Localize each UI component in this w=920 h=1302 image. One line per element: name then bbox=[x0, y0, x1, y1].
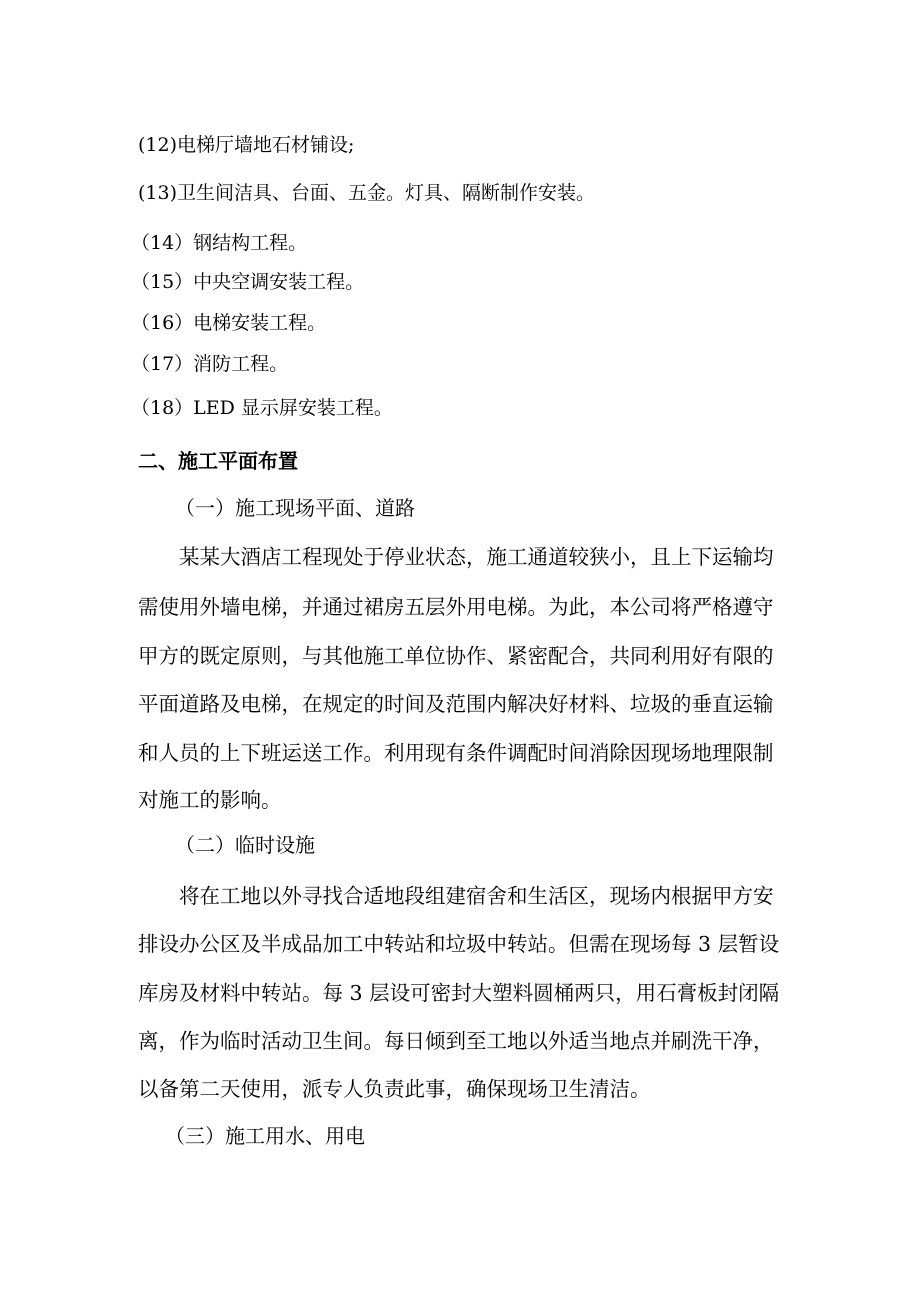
section-heading: 二、施工平面布置 bbox=[138, 449, 298, 473]
paragraph-1-line-6: 对施工的影响。 bbox=[138, 788, 282, 812]
paragraph-1-line-5: 和人员的上下班运送工作。利用现有条件调配时间消除因现场地理限制 bbox=[138, 741, 774, 765]
paragraph-2-line-3: 库房及材料中转站。每 3 层设可密封大塑料圆桶两只，用石膏板封闭隔 bbox=[138, 981, 780, 1005]
list-item-13: (13)卫生间洁具、台面、五金。灯具、隔断制作安装。 bbox=[138, 182, 596, 204]
list-item-14: （14）钢结构工程。 bbox=[131, 232, 308, 254]
list-item-15: （15）中央空调安装工程。 bbox=[131, 271, 365, 293]
list-item-18: （18）LED 显示屏安装工程。 bbox=[131, 397, 393, 419]
subsection-title-1: （一）施工现场平面、道路 bbox=[175, 496, 415, 520]
paragraph-2-line-4: 离，作为临时活动卫生间。每日倾到至工地以外适当地点并刷洗干净， bbox=[138, 1029, 774, 1053]
paragraph-1-line-4: 平面道路及电梯，在规定的时间及范围内解决好材料、垃圾的垂直运输 bbox=[138, 692, 774, 716]
paragraph-2-line-1: 将在工地以外寻找合适地段组建宿舍和生活区，现场内根据甲方安 bbox=[179, 884, 774, 908]
list-item-12: (12)电梯厅墙地石材铺设; bbox=[138, 134, 355, 156]
paragraph-2-line-2: 排设办公区及半成品加工中转站和垃圾中转站。但需在现场每 3 层暂设 bbox=[138, 932, 780, 956]
list-item-17: （17）消防工程。 bbox=[131, 353, 289, 375]
subsection-title-3: （三）施工用水、用电 bbox=[165, 1124, 365, 1148]
subsection-title-2: （二）临时设施 bbox=[175, 833, 315, 857]
paragraph-1-line-2: 需使用外墙电梯，并通过裙房五层外用电梯。为此，本公司将严格遵守 bbox=[138, 595, 774, 619]
list-item-16: （16）电梯安装工程。 bbox=[131, 312, 327, 334]
paragraph-1-line-3: 甲方的既定原则，与其他施工单位协作、紧密配合，共同利用好有限的 bbox=[138, 644, 774, 668]
paragraph-2-line-5: 以备第二天使用，派专人负责此事，确保现场卫生清洁。 bbox=[138, 1077, 651, 1101]
paragraph-1-line-1: 某某大酒店工程现处于停业状态，施工通道较狭小，且上下运输均 bbox=[179, 545, 774, 569]
